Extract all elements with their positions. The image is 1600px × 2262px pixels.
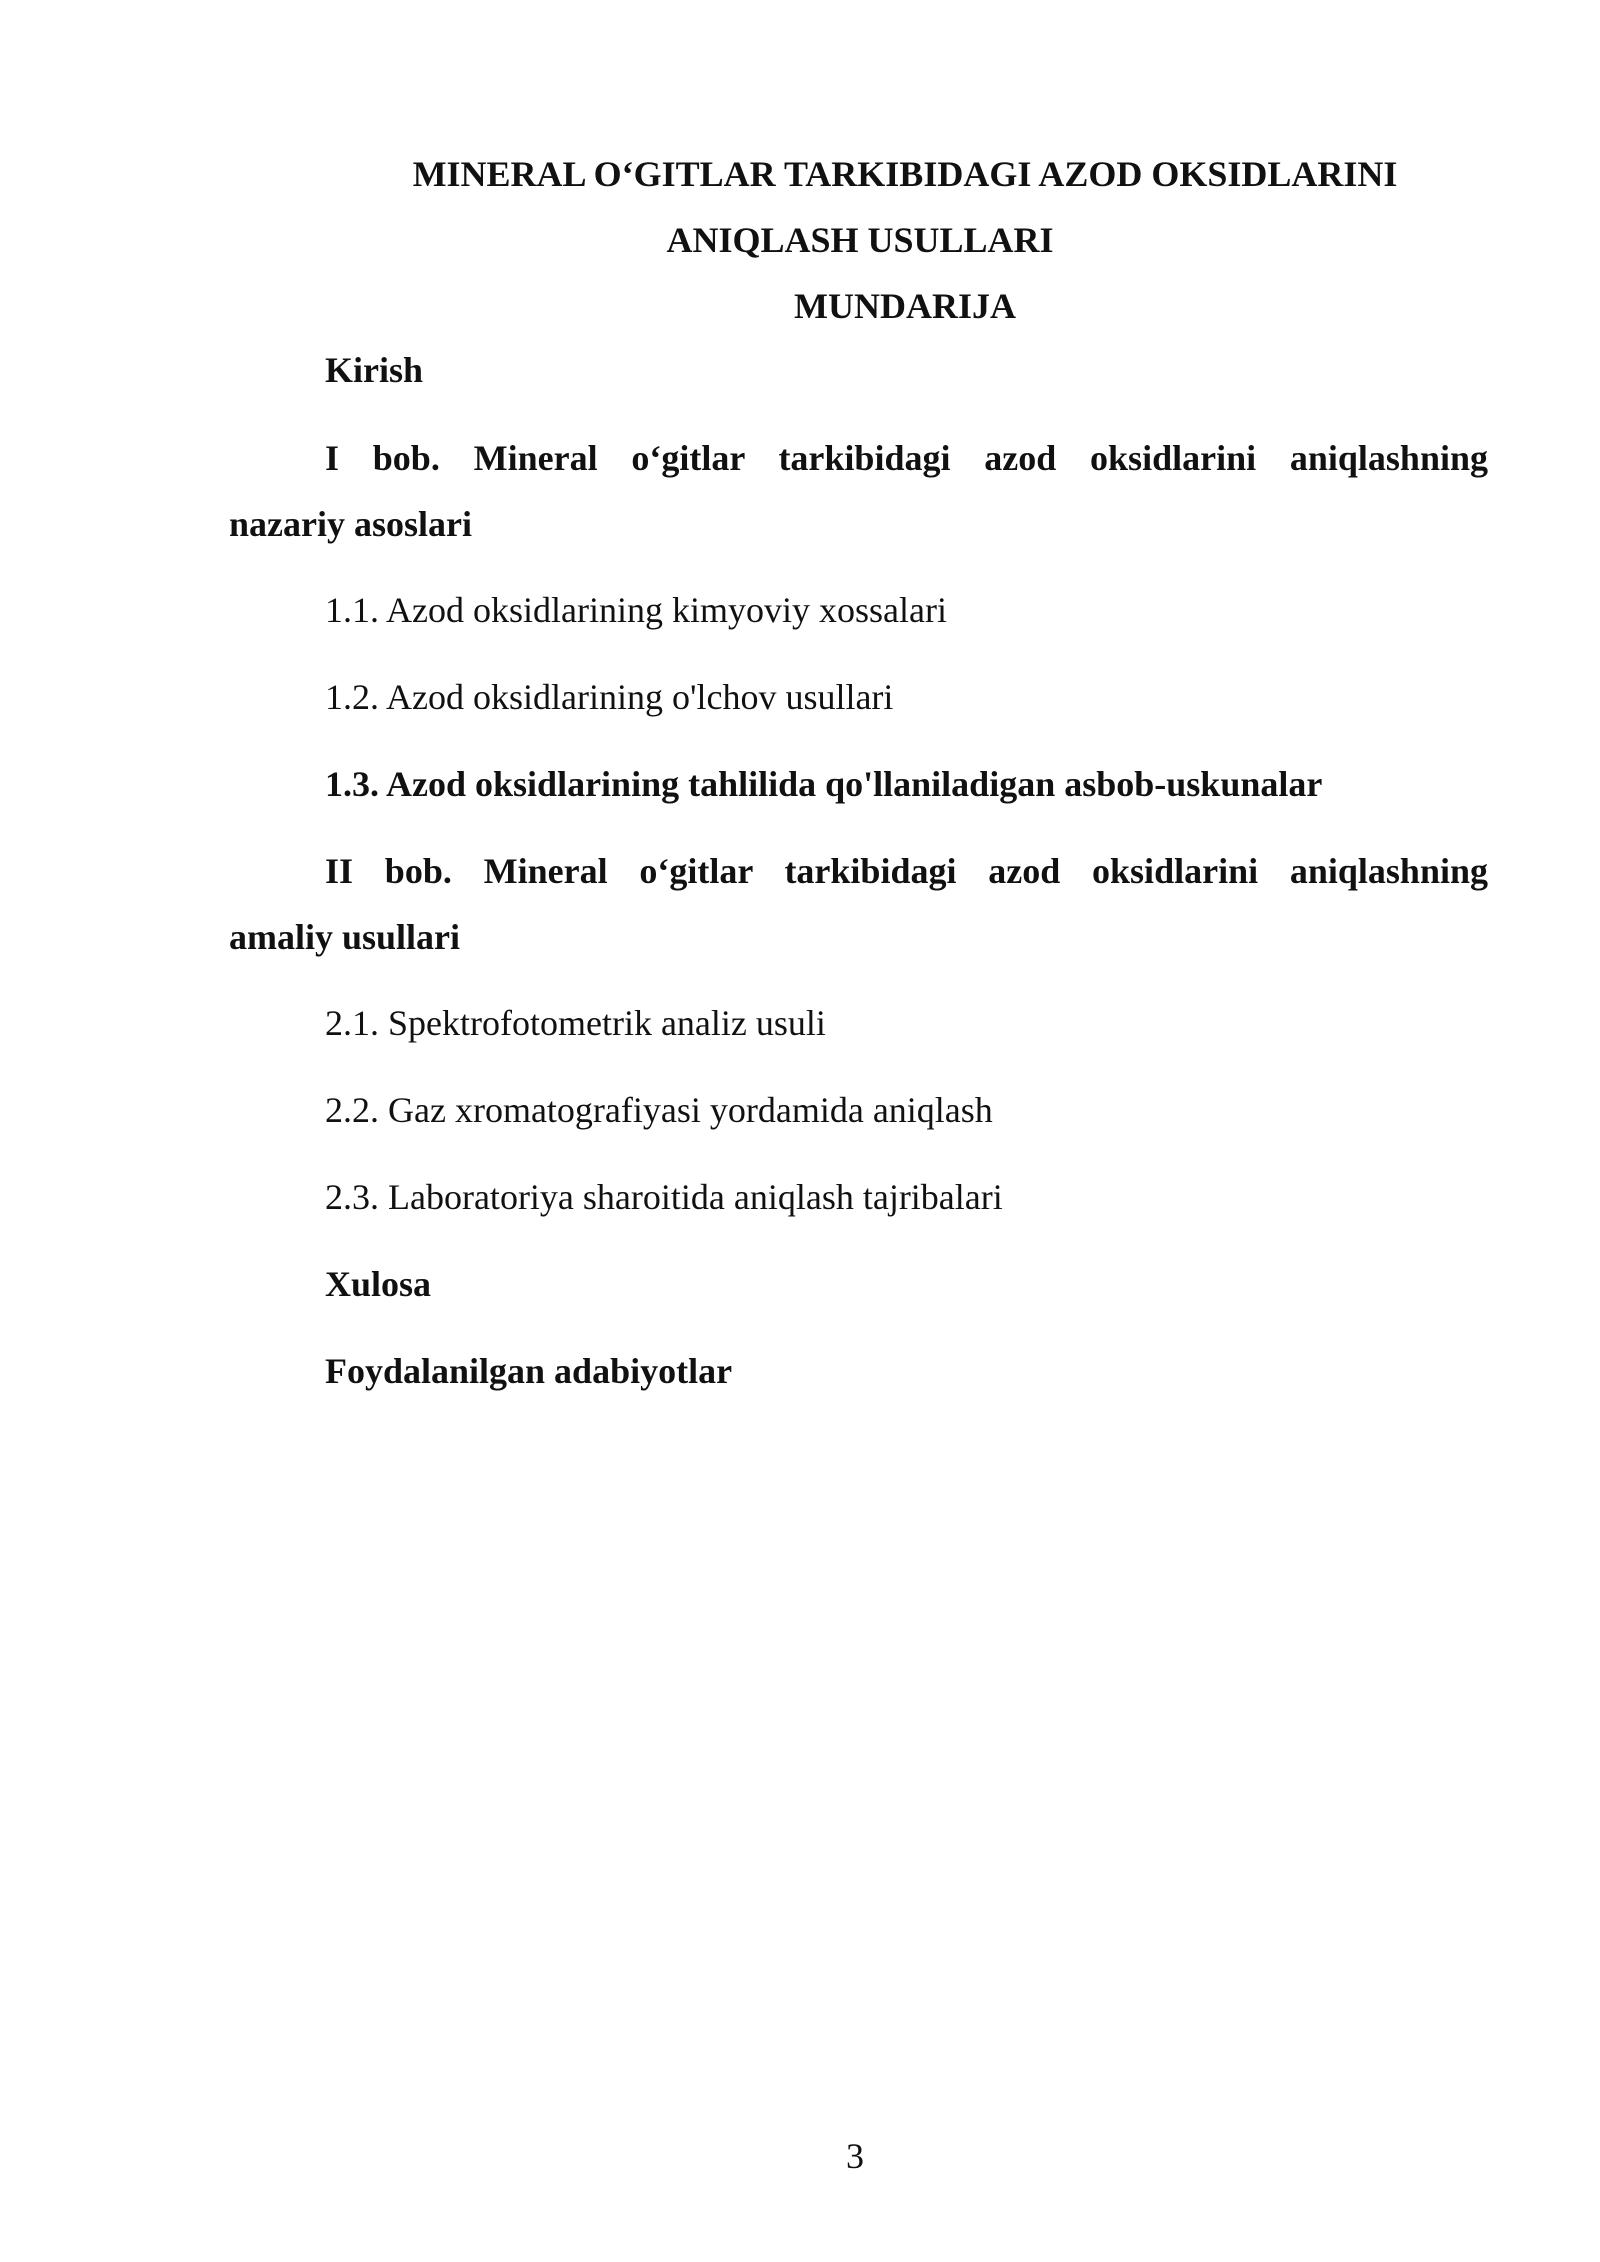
page-number: 3: [846, 2136, 864, 2176]
toc-section-2-2: 2.2. Gaz xromatografiyasi yordamida aniqlash: [325, 1090, 993, 1130]
toc-chapter-1-title: I bob. Mineral o‘gitlar tarkibidagi azod oksidlarini aniqlashning: [325, 438, 1488, 478]
toc-chapter-1-continuation: nazariy asoslari: [229, 504, 472, 544]
document-title-line-2: ANIQLASH USULLARI: [666, 220, 1054, 260]
toc-item-references: Foydalanilgan adabiyotlar: [325, 1351, 733, 1391]
toc-chapter-2-title: II bob. Mineral o‘gitlar tarkibidagi azod oksidlarini aniqlashning: [325, 851, 1488, 891]
toc-section-2-3: 2.3. Laboratoriya sharoitida aniqlash tajribalari: [325, 1177, 1003, 1217]
toc-chapter-2-continuation: amaliy usullari: [229, 917, 461, 957]
toc-section-1-2: 1.2. Azod oksidlarining o'lchov usullari: [325, 677, 894, 717]
toc-section-1-1: 1.1. Azod oksidlarining kimyoviy xossalari: [325, 590, 947, 630]
document-title-line-1: MINERAL O‘GITLAR TARKIBIDAGI AZOD OKSIDLARINI: [412, 154, 1398, 194]
contents-heading: MUNDARIJA: [794, 286, 1016, 326]
toc-section-1-3: 1.3. Azod oksidlarining tahlilida qo'llaniladigan asbob-uskunalar: [325, 764, 1323, 804]
toc-chapter-2: [229, 838, 1488, 970]
toc-item-intro: Kirish: [325, 350, 424, 390]
toc-chapter-1: [229, 425, 1488, 557]
toc-section-2-1: 2.1. Spektrofotometrik analiz usuli: [325, 1003, 826, 1043]
toc-item-conclusion: Xulosa: [325, 1264, 432, 1304]
